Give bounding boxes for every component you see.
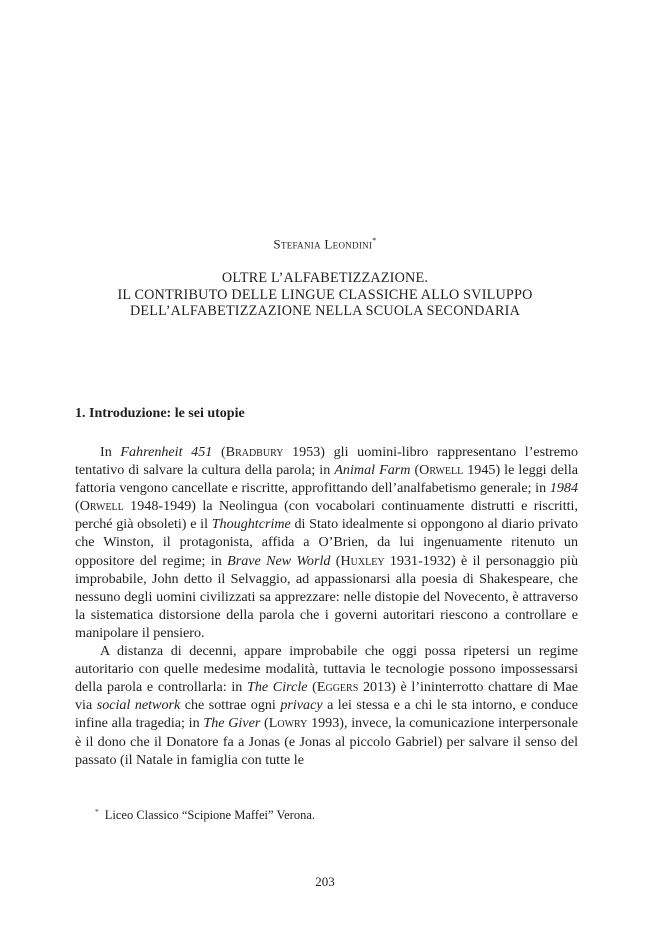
footnote: [95, 807, 315, 823]
book-title-animal-farm: Animal Farm: [334, 462, 411, 479]
p2-text-3: 2013) è l’ininterrotto chattare di Mae via: [75, 679, 578, 714]
p1-text-4: (: [410, 462, 420, 479]
p1-text-10: 1931-1932) è il personaggio più improbabile, John detto il Selvaggio, ad appassionarsi alla poesia di Shakespeare, che nessuno degli uomini civilizzati sa apprezzare: nelle distopie del Novecento, è attraverso la sistematica distorsione della parola che i governi autoritari riescono a controllare e manipolare il pensiero.: [75, 552, 578, 641]
author-name: [0, 236, 650, 252]
p2-text-5: a lei stessa e a chi le sta intorno, e conduce infine alla tragedia; in: [75, 697, 578, 732]
p1-text-5: 1945) le leggi della fattoria vengono cancellate e riscritte, approfittando dell’analfabetismo generale; in: [75, 462, 579, 497]
p1-text-1: In: [100, 444, 121, 460]
p1-text-7: 1948-1949) la Neolingua (con vocabolari continuamente distrutti e riscritti, perché già obsoleti) e il: [75, 498, 578, 533]
p1-text-8: di Stato idealmente si oppongono al diario privato che Winston, il protagonista, affida a O’Brien, da lui ingenuamente ritenuto un oppositore del regime; in: [75, 516, 578, 569]
book-title-the-giver: The Giver: [203, 715, 261, 732]
term-thoughtcrime: Thoughtcrime: [211, 516, 291, 533]
book-title-fahrenheit: Fahrenheit 451: [120, 444, 213, 460]
cited-author-huxley: Huxley: [340, 552, 385, 569]
paragraph-2: [75, 642, 578, 769]
cited-author-bradbury: Bradbury: [225, 444, 284, 460]
p2-text-4: che sottrae ogni: [180, 697, 281, 714]
footnote-text: Liceo Classico “Scipione Maffei” Verona.: [104, 808, 315, 823]
title-line-3: DELL’ALFABETIZZAZIONE NELLA SCUOLA SECONDARIA: [129, 303, 521, 319]
author-footnote-marker: *: [372, 236, 377, 245]
paragraph-1: [75, 443, 578, 642]
p1-text-9: (: [330, 552, 341, 569]
p1-text-3: 1953) gli uomini-libro rappresentano l’estremo tentativo di salvare la cultura della parola; in: [75, 444, 579, 479]
title-line-2: IL CONTRIBUTO DELLE LINGUE CLASSICHE ALLO SVILUPPO: [117, 286, 533, 303]
p1-text-2: (: [212, 444, 226, 460]
term-privacy: privacy: [280, 697, 323, 714]
p1-text-6: (: [75, 498, 80, 515]
cited-author-lowry: Lowry: [268, 715, 308, 732]
cited-author-orwell-1: Orwell: [419, 462, 464, 479]
p2-text-2: (: [307, 679, 317, 696]
author-name-text: Stefania Leondini: [273, 236, 373, 252]
p2-text-1: A distanza di decenni, appare improbabile che oggi possa ripetersi un regime autoritario con quelle medesime modalità, tuttavia le tecnologie possono impossessarsi della parola e controllarla: in: [75, 643, 578, 696]
book-title-the-circle: The Circle: [247, 679, 308, 696]
body-text: [75, 443, 578, 769]
section-heading: 1. Introduzione: le sei utopie: [75, 406, 245, 421]
term-social-network: social network: [96, 697, 181, 714]
footnote-marker: *: [95, 807, 99, 816]
article-title: [60, 270, 590, 320]
book-title-1984: 1984: [549, 480, 578, 497]
title-line-1: OLTRE L’ALFABETIZZAZIONE.: [221, 270, 429, 286]
book-title-brave-new-world: Brave New World: [227, 552, 331, 569]
cited-author-orwell-2: Orwell: [79, 498, 124, 515]
page-number: 203: [315, 874, 335, 889]
p2-text-7: 1993), invece, la comunicazione interpersonale è il dono che il Donatore fa a Jonas (e Jonas al piccolo Gabriel) per salvare il senso del passato (il Natale in famiglia con tutte le: [75, 715, 578, 768]
cited-author-eggers: Eggers: [316, 679, 359, 696]
p2-text-6: (: [260, 715, 269, 732]
